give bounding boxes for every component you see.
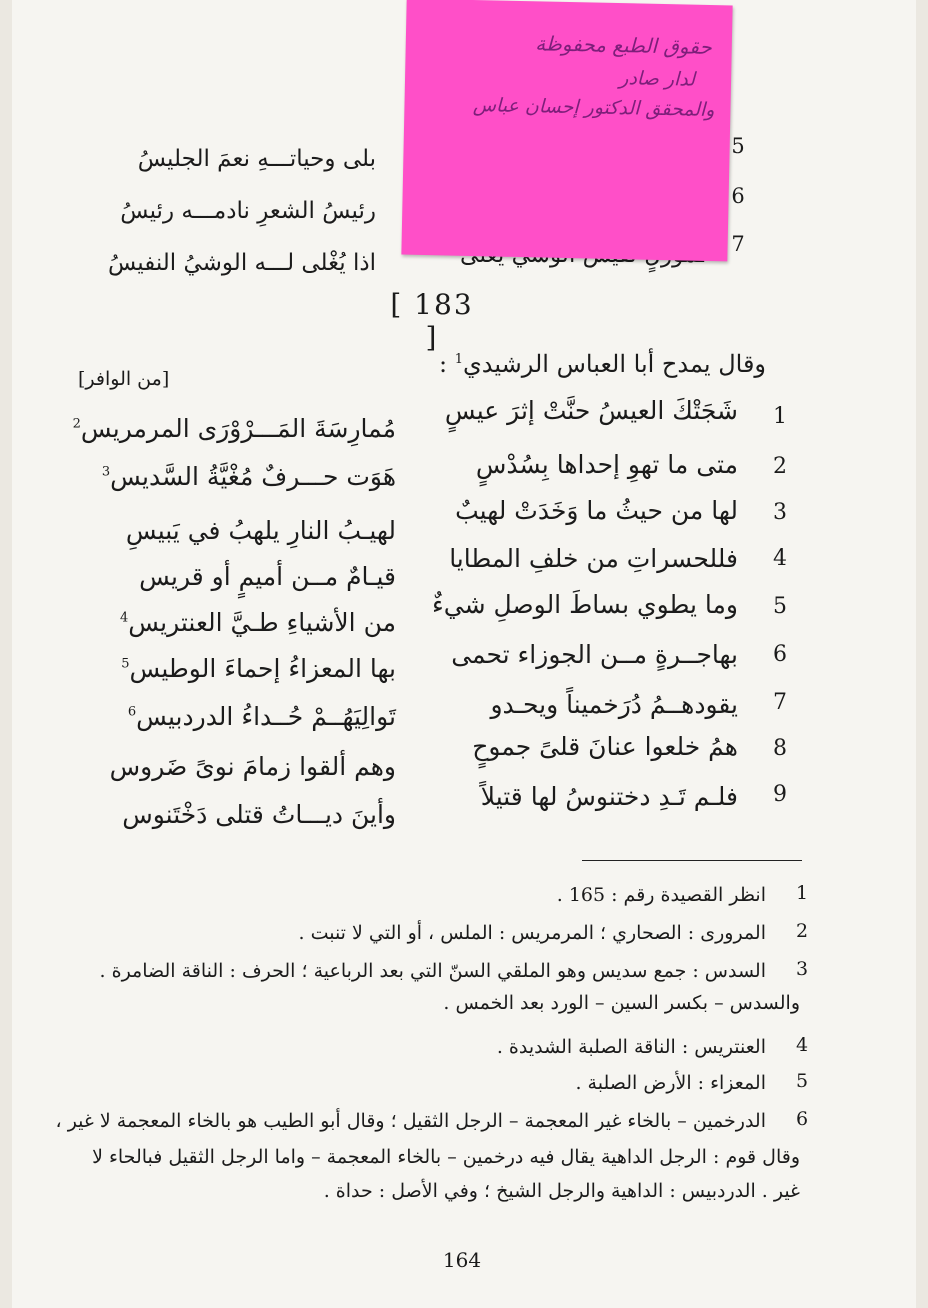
footnote-ref: 1 xyxy=(454,352,463,367)
verse-first-hemistich: وما يطوي بساطَ الوصلِ شيءٌ xyxy=(432,590,738,619)
verse-line: بلى وحياتـــهِ نعمَ الجليسُ xyxy=(137,146,376,172)
footnote-number: 1 xyxy=(795,882,809,904)
book-page xyxy=(12,0,916,1308)
footnote-ref: 3 xyxy=(101,464,111,480)
footnote-text: المعزاء : الأرض الصلبة . xyxy=(575,1072,766,1094)
verse-second-hemistich: وأينَ ديـــاتُ قتلى دَخْتَنوس xyxy=(122,800,396,829)
verse-second-hemistich: هَوَت حـــرفٌ مُغْيَّةُ السَّديس$^3$ xyxy=(101,462,396,491)
verse-second-hemistich: وهم ألقوا زمامَ نوىً ضَروس xyxy=(109,752,396,781)
page-number: 164 xyxy=(442,1248,482,1272)
verse-first-hemistich: فللحسراتِ من خلفِ المطايا xyxy=(449,544,738,573)
poem-intro-text: وقال يمدح أبا العباس الرشيدي xyxy=(463,350,766,378)
footnote-ref: 6 xyxy=(127,704,137,720)
footnote-number: 2 xyxy=(795,920,809,942)
verse-second-hemistich: بها المعزاءُ إحماءَ الوطيس$^5$ xyxy=(121,654,396,683)
poem-intro xyxy=(439,350,766,378)
verse-first-hemistich: فلـم تَـدِ دختنوسُ لها قتيلاً xyxy=(480,782,738,811)
verse-first-hemistich: شَجَتْكَ العيسُ حنَّتْ إثرَ عيسٍ xyxy=(444,396,738,425)
sticky-note-line: لدار صادر xyxy=(619,67,696,91)
verse-line: رئيسُ الشعرِ نادمـــه رئيسُ xyxy=(120,198,376,224)
verse-number: 1 xyxy=(773,404,787,429)
footnote-text: السدس : جمع سديس وهو الملقي السنّ التي بعد الرباعية ؛ الحرف : الناقة الضامرة . xyxy=(99,960,766,982)
footnote-number: 5 xyxy=(795,1070,809,1092)
verse-second-hemistich: تَوالِيَهُــمْ حُــداءُ الدردبيس$^6$ xyxy=(127,702,396,731)
verse-number: 5 xyxy=(731,134,745,158)
footnote-text: والسدس – بكسر السين – الورد بعد الخمس . xyxy=(443,992,800,1014)
footnote-text: المرورى : الصحاري ؛ المرمريس : الملس ، أو التي لا تنبت . xyxy=(298,922,766,944)
verse-number: 4 xyxy=(773,546,787,571)
footnote-ref: 2 xyxy=(72,416,81,432)
sticky-note-line: والمحقق الدكتور إحسان عباس xyxy=(472,94,715,122)
footnote-text: غير . الدردبيس : الداهية والرجل الشيخ ؛ وفي الأصل : حداة . xyxy=(323,1180,800,1202)
poem-intro-colon: : xyxy=(439,350,455,378)
footnote-text: الدرخمين – بالخاء غير المعجمة – الرجل الثقيل ؛ وقال أبو الطيب هو بالخاء المعجمة لا غير ، xyxy=(55,1110,766,1132)
sticky-note xyxy=(401,0,732,261)
footnote-text: انظر القصيدة رقم : 165 . xyxy=(556,884,766,906)
verse-first-hemistich: متى ما تهوِ إحداها بِسُدْسٍ xyxy=(475,450,738,479)
verse-second-hemistich: قيـامٌ مــن أميمٍ أو قريس xyxy=(139,562,396,591)
verse-second-hemistich: من الأشياءِ طـيَّ العنتريس$^4$ xyxy=(119,608,396,637)
footnote-ref: 5 xyxy=(121,656,130,672)
verse-number: 7 xyxy=(773,690,787,715)
meter-label: [من الوافر] xyxy=(78,368,170,390)
verse-second-hemistich: لهيـبُ النارِ يلهبُ في يَبيسِ xyxy=(125,516,396,545)
verse-number: 7 xyxy=(731,232,745,256)
verse-second-hemistich: اذا يُغْلى لـــه الوشيُ النفيسُ xyxy=(107,250,376,276)
sticky-note-line: حقوق الطبع محفوظة xyxy=(535,31,713,60)
poem-number: [ 183 ] xyxy=(390,288,474,354)
verse-number: 9 xyxy=(773,782,787,807)
footnote-separator xyxy=(582,860,802,861)
footnote-ref: 4 xyxy=(119,610,129,626)
verse-number: 5 xyxy=(773,594,787,619)
verse-number: 2 xyxy=(773,454,787,479)
footnote-number: 3 xyxy=(795,958,809,980)
verse-number: 6 xyxy=(731,184,745,208)
footnote-number: 6 xyxy=(795,1108,809,1130)
footnote-text: وقال قوم : الرجل الداهية يقال فيه درخمين – بالخاء المعجمة – واما الرجل الثقيل فبالحاء لا xyxy=(92,1146,800,1168)
verse-first-hemistich: يقودهــمُ دُرَخميناً ويحـدو xyxy=(490,690,738,719)
footnote-number: 4 xyxy=(795,1034,809,1056)
verse-number: 3 xyxy=(773,500,787,525)
verse-number: 8 xyxy=(773,736,787,761)
verse-second-hemistich: مُمارِسَةَ المَـــرْوْرَى المرمريس$^2$ xyxy=(72,414,396,443)
verse-first-hemistich: لها من حيثُ ما وَخَدَتْ لهيبٌ xyxy=(455,496,738,525)
footnote-text: العنتريس : الناقة الصلبة الشديدة . xyxy=(496,1036,766,1058)
verse-first-hemistich: همُ خلعوا عنانَ قلىً جموحٍ xyxy=(472,732,738,761)
verse-first-hemistich: بهاجــرةٍ مــن الجوزاء تحمى xyxy=(451,640,738,669)
verse-number: 6 xyxy=(773,642,787,667)
